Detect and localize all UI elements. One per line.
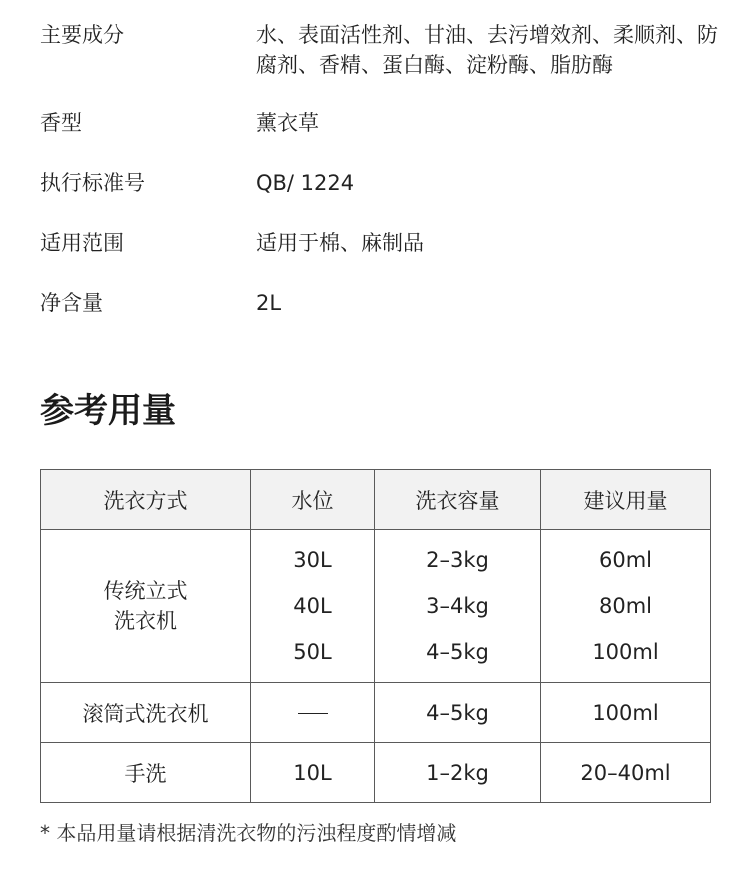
method-line: 洗衣机 [114, 609, 177, 633]
spec-label-scope: 适用范围 [40, 231, 124, 255]
dosage-value: 100ml [592, 640, 659, 664]
water-level-value: 30L [293, 548, 332, 572]
footnote: * 本品用量请根据清洗衣物的污浊程度酌情增减 [40, 821, 457, 845]
cell-method: 手洗 [41, 743, 251, 803]
cell-dosage: 100ml [541, 683, 711, 743]
spec-value-scent: 薰衣草 [256, 111, 319, 135]
spec-label-standard: 执行标准号 [40, 171, 145, 195]
water-level-value: 50L [293, 640, 332, 664]
dosage-table [40, 469, 711, 803]
header-dosage: 建议用量 [541, 470, 711, 530]
cell-water-level: 10L [251, 743, 375, 803]
spec-value-standard: QB/ 1224 [256, 171, 355, 195]
dosage-value: 80ml [598, 594, 652, 618]
dash-icon [298, 713, 328, 714]
table-row [41, 743, 711, 803]
cell-dosage: 20–40ml [541, 743, 711, 803]
cell-method [41, 530, 251, 683]
header-capacity: 洗衣容量 [375, 470, 541, 530]
cell-water-level [251, 530, 375, 683]
spec-value-scope: 适用于棉、麻制品 [256, 231, 424, 255]
capacity-value: 4–5kg [426, 640, 489, 664]
spec-value-ingredients: 水、表面活性剂、甘油、去污增效剂、柔顺剂、防腐剂、香精、蛋白酶、淀粉酶、脂肪酶 [256, 23, 718, 77]
cell-capacity [375, 530, 541, 683]
cell-capacity: 1–2kg [375, 743, 541, 803]
cell-capacity: 4–5kg [375, 683, 541, 743]
water-level-value: 40L [293, 594, 332, 618]
section-title: 参考用量 [40, 391, 176, 431]
header-method: 洗衣方式 [41, 470, 251, 530]
table-row [41, 530, 711, 683]
spec-value-net-content: 2L [256, 291, 282, 315]
capacity-value: 2–3kg [426, 548, 489, 572]
table-header-row [41, 470, 711, 530]
capacity-value: 3–4kg [426, 594, 489, 618]
table-row [41, 683, 711, 743]
cell-water-level [251, 683, 375, 743]
spec-label-ingredients: 主要成分 [40, 23, 124, 47]
spec-label-scent: 香型 [40, 111, 82, 135]
header-water-level: 水位 [251, 470, 375, 530]
spec-label-net-content: 净含量 [40, 291, 103, 315]
method-line: 传统立式 [103, 579, 188, 603]
cell-method: 滚筒式洗衣机 [41, 683, 251, 743]
cell-dosage [541, 530, 711, 683]
dosage-value: 60ml [598, 548, 652, 572]
